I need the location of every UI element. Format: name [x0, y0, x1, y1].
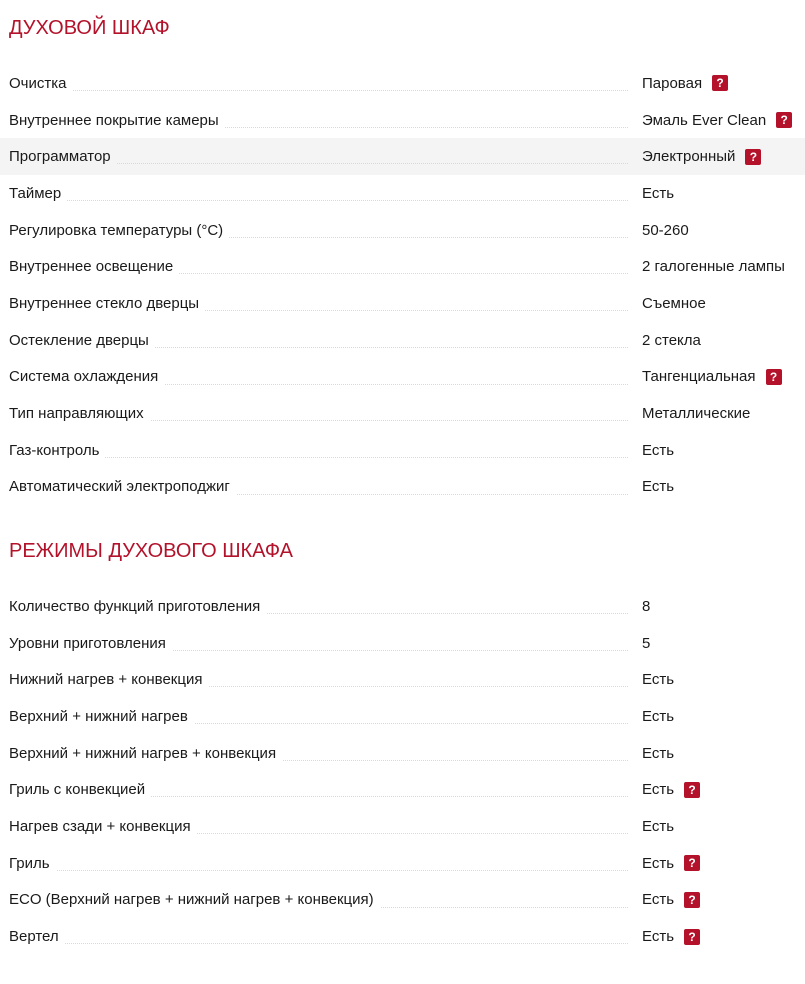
spec-rows — [0, 65, 805, 505]
spec-label-cell — [0, 432, 632, 469]
spec-value: Съемное — [642, 294, 706, 312]
spec-row — [0, 102, 805, 139]
help-icon[interactable]: ? — [684, 855, 700, 871]
help-icon[interactable]: ? — [766, 369, 782, 385]
help-icon[interactable]: ? — [684, 892, 700, 908]
spec-value: Есть — [642, 891, 675, 909]
spec-value-cell — [642, 598, 650, 615]
spec-row — [0, 771, 805, 808]
spec-value: Есть — [642, 817, 675, 835]
spec-label-cell — [0, 588, 632, 625]
spec-value: 2 галогенные лампы — [642, 258, 785, 276]
spec-value-cell — [642, 928, 700, 945]
spec-label: Количество функций приготовления — [0, 598, 266, 615]
section-title: ДУХОВОЙ ШКАФ — [9, 17, 170, 39]
spec-label: ECO (Верхний нагрев + нижний нагрев + конвекция) — [0, 891, 380, 908]
spec-label-cell — [0, 65, 632, 102]
spec-value-cell — [642, 855, 700, 872]
spec-label: Гриль — [0, 855, 56, 872]
spec-value: Есть — [642, 707, 675, 725]
spec-value: Есть — [642, 744, 675, 762]
spec-row — [0, 395, 805, 432]
spec-value-cell — [642, 112, 792, 129]
spec-value-cell — [642, 75, 728, 92]
spec-label-cell — [0, 102, 632, 139]
spec-value-cell — [642, 368, 782, 385]
spec-label-cell — [0, 882, 632, 919]
spec-label: Внутреннее стекло дверцы — [0, 295, 205, 312]
spec-value: Есть — [642, 441, 675, 459]
spec-label-cell — [0, 661, 632, 698]
spec-label: Остекление дверцы — [0, 332, 155, 349]
spec-row — [0, 138, 805, 175]
spec-label-cell — [0, 359, 632, 396]
spec-label-cell — [0, 175, 632, 212]
spec-label: Нижний нагрев + конвекция — [0, 671, 208, 688]
dotted-leader — [9, 90, 628, 91]
spec-label: Нагрев сзади + конвекция — [0, 818, 197, 835]
spec-value: 5 — [642, 634, 651, 652]
spec-label-cell — [0, 212, 632, 249]
spec-value-cell — [642, 295, 706, 312]
spec-row — [0, 65, 805, 102]
spec-value-cell — [642, 148, 761, 165]
help-icon[interactable]: ? — [684, 929, 700, 945]
spec-label: Гриль с конвекцией — [0, 781, 151, 798]
spec-label-cell — [0, 285, 632, 322]
spec-value-cell — [642, 781, 700, 798]
spec-row — [0, 808, 805, 845]
spec-label: Внутреннее покрытие камеры — [0, 112, 225, 129]
spec-value-cell — [642, 635, 650, 652]
spec-row — [0, 845, 805, 882]
spec-row — [0, 359, 805, 396]
spec-value-cell — [642, 185, 674, 202]
spec-value-cell — [642, 258, 785, 275]
spec-row — [0, 212, 805, 249]
spec-row — [0, 248, 805, 285]
spec-value: Есть — [642, 671, 675, 689]
spec-value: Электронный — [642, 148, 736, 166]
spec-row — [0, 432, 805, 469]
spec-label: Уровни приготовления — [0, 635, 172, 652]
help-icon[interactable]: ? — [712, 75, 728, 91]
spec-value-cell — [642, 745, 674, 762]
spec-row — [0, 918, 805, 955]
spec-value: 2 стекла — [642, 331, 701, 349]
spec-row — [0, 588, 805, 625]
spec-row — [0, 625, 805, 662]
spec-value-cell — [642, 442, 674, 459]
spec-value-cell — [642, 222, 689, 239]
spec-row — [0, 882, 805, 919]
spec-value: Есть — [642, 478, 675, 496]
dotted-leader — [9, 200, 628, 201]
spec-value: Есть — [642, 854, 675, 872]
spec-rows — [0, 588, 805, 955]
help-icon[interactable]: ? — [776, 112, 792, 128]
spec-label-cell — [0, 395, 632, 432]
spec-row — [0, 285, 805, 322]
spec-label: Автоматический электроподжиг — [0, 478, 236, 495]
spec-label-cell — [0, 771, 632, 808]
spec-label: Программатор — [0, 148, 117, 165]
help-icon[interactable]: ? — [684, 782, 700, 798]
spec-value-cell — [642, 478, 674, 495]
help-icon[interactable]: ? — [745, 149, 761, 165]
spec-value: Есть — [642, 184, 675, 202]
spec-value: Паровая — [642, 74, 703, 92]
spec-value-cell — [642, 891, 700, 908]
spec-label: Верхний + нижний нагрев + конвекция — [0, 745, 282, 762]
spec-label: Очистка — [0, 75, 72, 92]
spec-value-cell — [642, 708, 674, 725]
spec-row — [0, 735, 805, 772]
spec-label-cell — [0, 625, 632, 662]
spec-value-cell — [642, 818, 674, 835]
spec-label: Вертел — [0, 928, 65, 945]
spec-label-cell — [0, 248, 632, 285]
spec-value-cell — [642, 332, 701, 349]
spec-row — [0, 322, 805, 359]
dotted-leader — [9, 870, 628, 871]
spec-value: Тангенциальная — [642, 368, 756, 386]
spec-label-cell — [0, 918, 632, 955]
spec-label: Верхний + нижний нагрев — [0, 708, 194, 725]
spec-label-cell — [0, 845, 632, 882]
spec-value-cell — [642, 405, 750, 422]
section-title: РЕЖИМЫ ДУХОВОГО ШКАФА — [9, 540, 293, 562]
spec-value: Есть — [642, 928, 675, 946]
spec-section — [0, 539, 805, 955]
spec-row — [0, 698, 805, 735]
spec-value: Металлические — [642, 405, 751, 423]
spec-label-cell — [0, 322, 632, 359]
spec-label: Внутреннее освещение — [0, 258, 179, 275]
spec-value: Эмаль Ever Clean — [642, 111, 767, 129]
spec-label-cell — [0, 735, 632, 772]
spec-row — [0, 175, 805, 212]
spec-label: Регулировка температуры (°C) — [0, 222, 229, 239]
spec-label: Таймер — [0, 185, 67, 202]
spec-label-cell — [0, 808, 632, 845]
spec-label: Тип направляющих — [0, 405, 150, 422]
spec-value-cell — [642, 671, 674, 688]
spec-section — [0, 16, 805, 505]
dotted-leader — [9, 943, 628, 944]
spec-label-cell — [0, 138, 632, 175]
spec-label-cell — [0, 698, 632, 735]
spec-label: Газ-контроль — [0, 442, 105, 459]
spec-row — [0, 469, 805, 506]
spec-value: 50-260 — [642, 221, 689, 239]
spec-value: 8 — [642, 597, 651, 615]
spec-value: Есть — [642, 781, 675, 799]
spec-label: Система охлаждения — [0, 368, 164, 385]
spec-label-cell — [0, 469, 632, 506]
spec-row — [0, 661, 805, 698]
